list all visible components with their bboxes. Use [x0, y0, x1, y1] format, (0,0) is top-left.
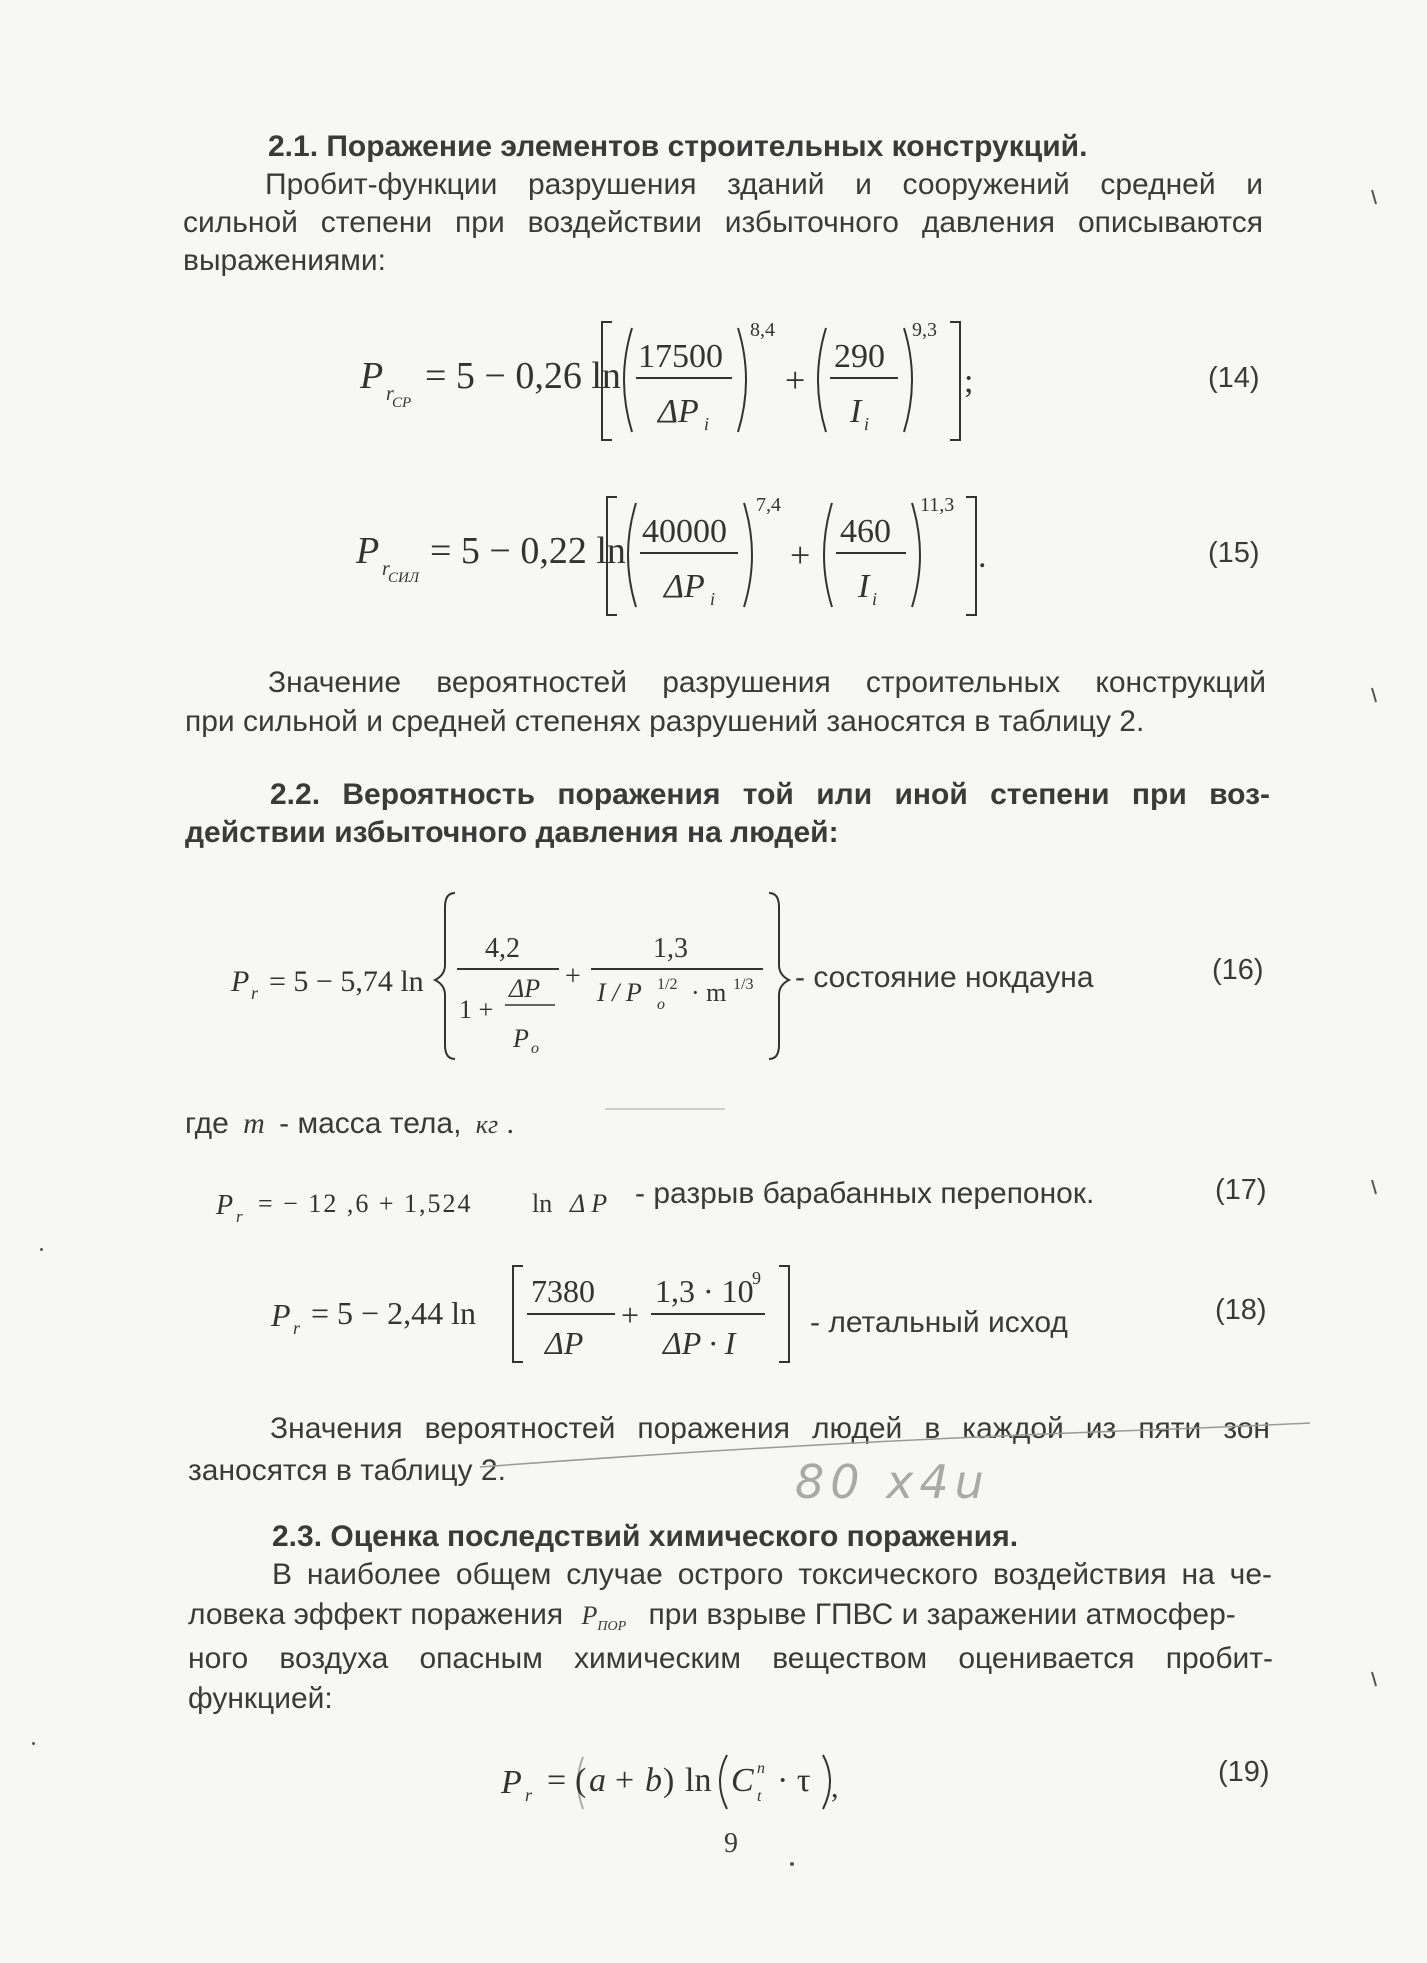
section-2-3-line-4: функцией: — [188, 1682, 333, 1715]
svg-text:1,3: 1,3 — [653, 933, 688, 964]
intro-line-2: сильной степени при воздействии избыточного давления описываются — [183, 206, 1263, 239]
conclusion-2-1-line-2: при сильной и средней степенях разрушений заносятся в таблицу 2. — [185, 705, 1145, 738]
equation-18-caption: - летальный исход — [810, 1306, 1068, 1339]
svg-text:1/2: 1/2 — [657, 976, 678, 993]
intro-line-3: выражениями: — [183, 244, 386, 277]
svg-text:ln: ln — [532, 1189, 553, 1218]
svg-text:8,4: 8,4 — [750, 319, 775, 341]
conclusion-2-1-line-1: Значение вероятностей разрушения строительных конструкций — [268, 666, 1266, 699]
svg-text:(: ( — [575, 1762, 587, 1799]
svg-text:11,3: 11,3 — [920, 494, 955, 516]
svg-text:i: i — [710, 589, 716, 609]
section-2-1-heading: 2.1. Поражение элементов строительных конструкций. — [268, 130, 1088, 163]
where-line — [185, 1105, 514, 1144]
svg-text:ΔP: ΔP — [664, 568, 705, 605]
svg-text:r: r — [236, 1207, 243, 1226]
svg-text:.: . — [978, 538, 987, 575]
conclusion-2-2-line-2: заносятся в таблицу 2. — [188, 1454, 506, 1487]
svg-text:i: i — [872, 589, 878, 609]
svg-text:· τ: · τ — [777, 1762, 811, 1799]
svg-text:= − 12 ,6 + 1,524: = − 12 ,6 + 1,524 — [258, 1189, 473, 1218]
svg-text:i: i — [864, 414, 870, 434]
svg-text:,: , — [831, 1771, 839, 1804]
where-prefix: где — [185, 1107, 229, 1140]
svg-text:ΔP · I: ΔP · I — [663, 1325, 736, 1361]
equation-16-number: (16) — [1212, 954, 1264, 986]
svg-text:I: I — [850, 393, 862, 430]
svg-text:o: o — [657, 996, 665, 1013]
svg-text:n: n — [757, 1760, 765, 1777]
where-unit: кг — [475, 1110, 499, 1139]
svg-text:P: P — [501, 1764, 522, 1801]
svg-text:9: 9 — [752, 1268, 761, 1288]
svg-text:+: + — [565, 961, 581, 992]
svg-text:40000: 40000 — [642, 513, 727, 550]
svg-text:1/3: 1/3 — [733, 976, 754, 993]
svg-text:r: r — [251, 983, 259, 1003]
svg-text:+: + — [785, 360, 806, 400]
svg-text:7380: 7380 — [531, 1273, 595, 1309]
svg-text:СИЛ: СИЛ — [388, 570, 419, 586]
svg-text:= 5 − 0,26 ln: = 5 − 0,26 ln — [425, 355, 621, 397]
svg-text:ln: ln — [685, 1762, 712, 1799]
svg-text:17500: 17500 — [638, 338, 723, 375]
svg-text:t: t — [757, 1788, 762, 1805]
equation-17 — [210, 1172, 640, 1232]
svg-text:r: r — [386, 383, 394, 405]
svg-text:1 +: 1 + — [459, 995, 494, 1024]
svg-text:+: + — [621, 1297, 640, 1333]
paper-speck — [32, 1742, 35, 1745]
equation-15 — [350, 485, 990, 625]
margin-tick-marks — [1366, 180, 1386, 1700]
section-2-2-heading-line-1: 2.2. Вероятность поражения той или иной степени при воз- — [270, 778, 1270, 811]
svg-text:460: 460 — [840, 513, 891, 550]
svg-text:P: P — [271, 1297, 291, 1333]
where-end: . — [506, 1107, 514, 1140]
svg-text:7,4: 7,4 — [756, 494, 781, 516]
svg-text:P: P — [231, 965, 250, 998]
line-2-part-b: при взрыве ГПВС и заражении атмосфер- — [648, 1598, 1236, 1631]
svg-text:= 5 − 5,74 ln: = 5 − 5,74 ln — [269, 965, 424, 998]
equation-17-caption: - разрыв барабанных перепонок. — [635, 1177, 1095, 1210]
svg-text:ΔP: ΔP — [545, 1325, 584, 1361]
svg-text:I: I — [858, 568, 870, 605]
equation-16-caption: - состояние нокдауна — [795, 961, 1094, 994]
faint-smudge — [605, 1108, 725, 1110]
equation-18 — [265, 1258, 805, 1370]
equation-19 — [495, 1735, 875, 1825]
section-2-3-line-1: В наиболее общем случае острого токсического воздействия на че- — [272, 1558, 1272, 1591]
section-2-3-line-3: ного воздуха опасным химическим веществом оценивается пробит- — [188, 1642, 1273, 1675]
svg-text:;: ; — [964, 363, 974, 400]
svg-text:= 5 − 2,44 ln: = 5 − 2,44 ln — [311, 1295, 476, 1331]
svg-text:a: a — [589, 1762, 606, 1799]
section-2-2-heading-line-2: действии избыточного давления на людей: — [185, 816, 839, 849]
svg-text:P: P — [360, 355, 384, 397]
svg-text:· m: · m — [691, 978, 727, 1007]
svg-text:P: P — [356, 530, 380, 572]
equation-14 — [350, 310, 990, 450]
intro-line-1: Пробит-функции разрушения зданий и сооружений средней и — [265, 168, 1263, 201]
conclusion-2-2-line-1: Значения вероятностей поражения людей в каждой из пяти зон — [270, 1412, 1270, 1445]
p-por-symbol: $P_{ПОР}$ — [581, 1601, 627, 1635]
where-text: - масса тела, — [279, 1107, 462, 1140]
section-2-3-line-2 — [188, 1596, 1273, 1646]
svg-text:P: P — [216, 1190, 234, 1221]
svg-text:ΔP: ΔP — [509, 974, 541, 1003]
svg-text:=: = — [547, 1762, 567, 1799]
svg-text:СР: СР — [392, 395, 412, 411]
equation-18-number: (18) — [1215, 1294, 1267, 1326]
svg-text:o: o — [531, 1040, 539, 1057]
svg-text:1,3 · 10: 1,3 · 10 — [655, 1273, 754, 1309]
page-number: 9 — [724, 1828, 738, 1859]
svg-text:9,3: 9,3 — [912, 319, 937, 341]
svg-text:+: + — [790, 535, 811, 575]
svg-text:b: b — [645, 1762, 662, 1799]
svg-text:): ) — [663, 1762, 675, 1799]
svg-text:r: r — [382, 558, 390, 580]
svg-text:290: 290 — [834, 338, 885, 375]
svg-text:4,2: 4,2 — [485, 933, 520, 964]
equation-17-number: (17) — [1215, 1174, 1267, 1206]
svg-text:r: r — [293, 1318, 301, 1338]
svg-text:C: C — [731, 1762, 754, 1799]
svg-text:ΔP: ΔP — [658, 393, 699, 430]
svg-text:r: r — [525, 1785, 533, 1805]
where-variable-m: m — [243, 1107, 265, 1140]
svg-text:I / P: I / P — [597, 978, 642, 1007]
handwritten-note: 80 x4u — [795, 1455, 990, 1509]
svg-text:= 5 − 0,22 ln: = 5 − 0,22 ln — [430, 530, 626, 572]
svg-text:i: i — [704, 414, 710, 434]
equation-14-number: (14) — [1208, 362, 1260, 394]
paper-speck — [40, 1248, 43, 1251]
paper-speck — [790, 1862, 794, 1866]
svg-text:P: P — [513, 1024, 529, 1053]
svg-text:Δ P: Δ P — [570, 1189, 608, 1218]
line-2-part-a: ловека эффект поражения — [188, 1598, 564, 1631]
equation-19-number: (19) — [1218, 1756, 1270, 1788]
equation-16 — [225, 885, 795, 1065]
section-2-3-heading: 2.3. Оценка последствий химического поражения. — [272, 1520, 1019, 1553]
equation-15-number: (15) — [1208, 537, 1260, 569]
svg-text:+: + — [615, 1762, 635, 1799]
